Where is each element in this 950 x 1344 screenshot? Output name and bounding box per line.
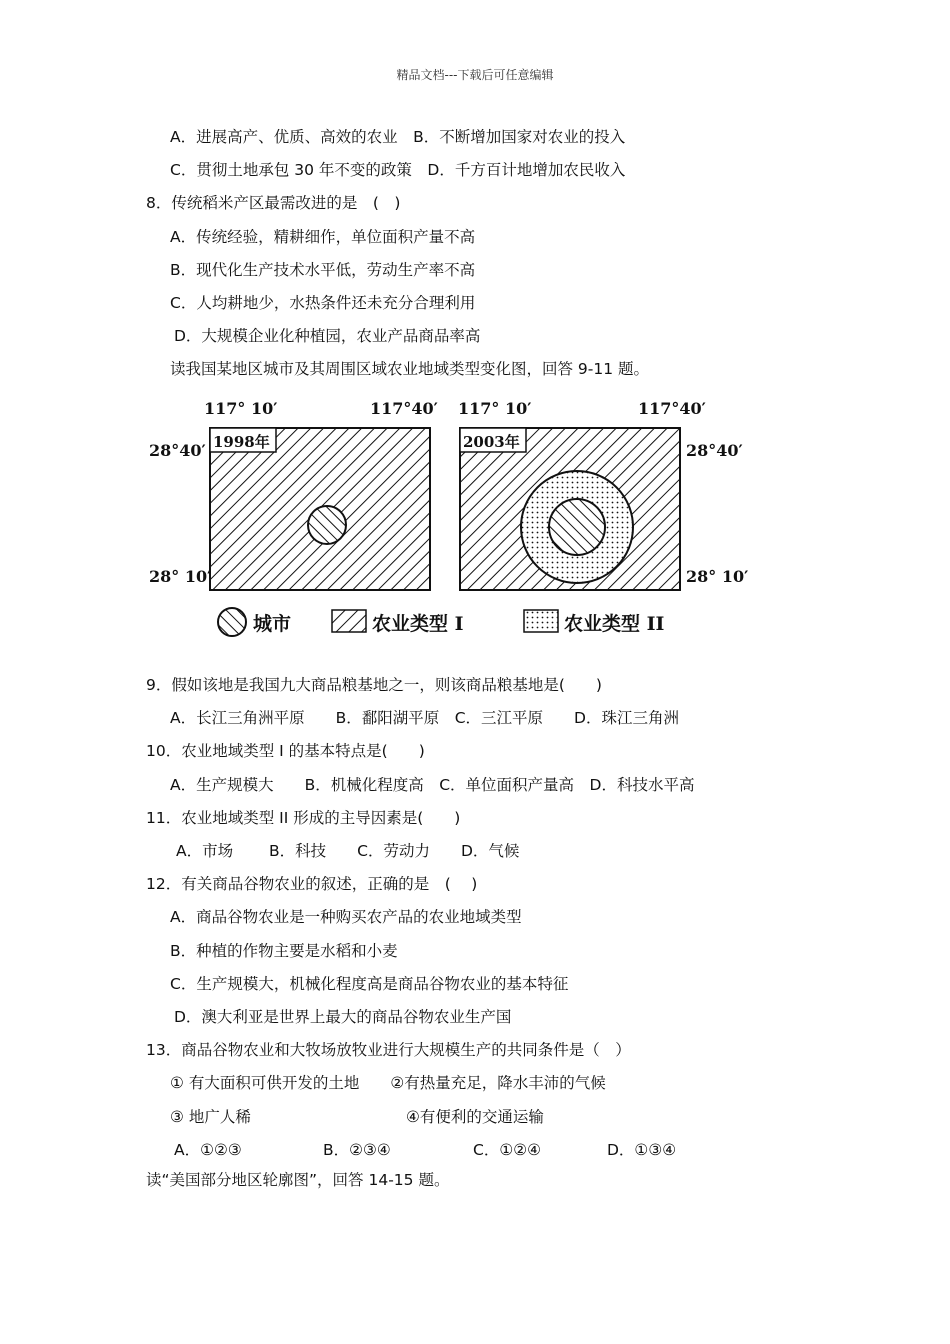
q12-stem: 12．有关商品谷物农业的叙述，正确的是 ( ) <box>146 875 478 893</box>
q13-option-a: A．①②③ <box>174 1141 242 1159</box>
q13-option-c: C．①②④ <box>473 1141 542 1159</box>
q8-option-b: B．现代化生产技术水平低，劳动生产率不高 <box>170 261 476 279</box>
q11-stem: 11．农业地域类型 II 形成的主导因素是( ) <box>146 809 461 827</box>
q8-option-d: D．大规模企业化种植园，农业产品商品率高 <box>174 327 481 345</box>
left-lon-west: 117° 10′ <box>204 399 278 418</box>
left-lon-east: 117°40′ <box>370 399 438 418</box>
q10-options: A．生产规模大 B．机械化程度高 C．单位面积产量高 D．科技水平高 <box>170 776 695 794</box>
q13-condition-3: ③ 地广人稀 <box>170 1108 251 1126</box>
year-label-2003: 2003年 <box>463 433 520 451</box>
q8-option-c: C．人均耕地少，水热条件还未充分合理利用 <box>170 294 476 312</box>
q12-option-b: B．种植的作物主要是水稻和小麦 <box>170 942 398 960</box>
city-2003 <box>549 499 605 555</box>
figure-intro: 读我国某地区城市及其周围区域农业地域类型变化图，回答 9-11 题。 <box>170 360 650 378</box>
q12-option-c: C．生产规模大，机械化程度高是商品谷物农业的基本特征 <box>170 975 569 993</box>
right-lon-west: 117° 10′ <box>458 399 532 418</box>
right-lat-south: 28° 10′ <box>686 567 749 586</box>
legend-city-label: 城市 <box>253 613 292 635</box>
q8-option-a: A．传统经验，精耕细作，单位面积产量不高 <box>170 228 476 246</box>
q13-option-b: B．②③④ <box>323 1141 391 1159</box>
q7-options-cd: C．贯彻土地承包 30 年不变的政策 D．千方百计地增加农民收入 <box>170 161 626 179</box>
q12-option-d: D．澳大利亚是世界上最大的商品谷物农业生产国 <box>174 1008 512 1026</box>
legend-type2-label: 农业类型 II <box>564 613 665 635</box>
q10-stem: 10．农业地域类型 I 的基本特点是( ) <box>146 742 425 760</box>
year-label-1998: 1998年 <box>213 433 270 451</box>
q13-stem: 13．商品谷物农业和大牧场放牧业进行大规模生产的共同条件是（ ） <box>146 1041 631 1059</box>
city-1998 <box>308 506 346 544</box>
q11-options: A．市场 B．科技 C．劳动力 D．气候 <box>176 842 520 860</box>
q12-option-a: A．商品谷物农业是一种购买农产品的农业地域类型 <box>170 908 522 926</box>
map-intro-14-15: 读“美国部分地区轮廓图”，回答 14-15 题。 <box>146 1171 450 1189</box>
legend-type2-symbol <box>524 610 558 632</box>
q13-conditions-1-2: ① 有大面积可供开发的土地 ②有热量充足，降水丰沛的气候 <box>170 1074 606 1092</box>
right-lon-east: 117°40′ <box>638 399 706 418</box>
left-lat-north: 28°40′ <box>149 441 206 460</box>
q9-stem: 9．假如该地是我国九大商品粮基地之一，则该商品粮基地是( ) <box>146 676 602 694</box>
q7-options-ab: A．进展高产、优质、高效的农业 B．不断增加国家对农业的投入 <box>170 128 626 146</box>
page-header: 精品文档---下载后可任意编辑 <box>396 68 554 82</box>
left-lat-south: 28° 10′ <box>149 567 212 586</box>
q13-option-d: D．①③④ <box>607 1141 677 1159</box>
legend-type1-symbol <box>332 610 366 632</box>
q13-condition-4: ④有便利的交通运输 <box>406 1108 544 1126</box>
legend-city-symbol <box>218 608 246 636</box>
q8-stem: 8．传统稻米产区最需改进的是 ( ) <box>146 194 401 212</box>
legend-type1-label: 农业类型 I <box>372 613 464 635</box>
q9-options: A．长江三角洲平原 B．鄱阳湖平原 C．三江平原 D．珠江三角洲 <box>170 709 679 727</box>
right-lat-north: 28°40′ <box>686 441 743 460</box>
